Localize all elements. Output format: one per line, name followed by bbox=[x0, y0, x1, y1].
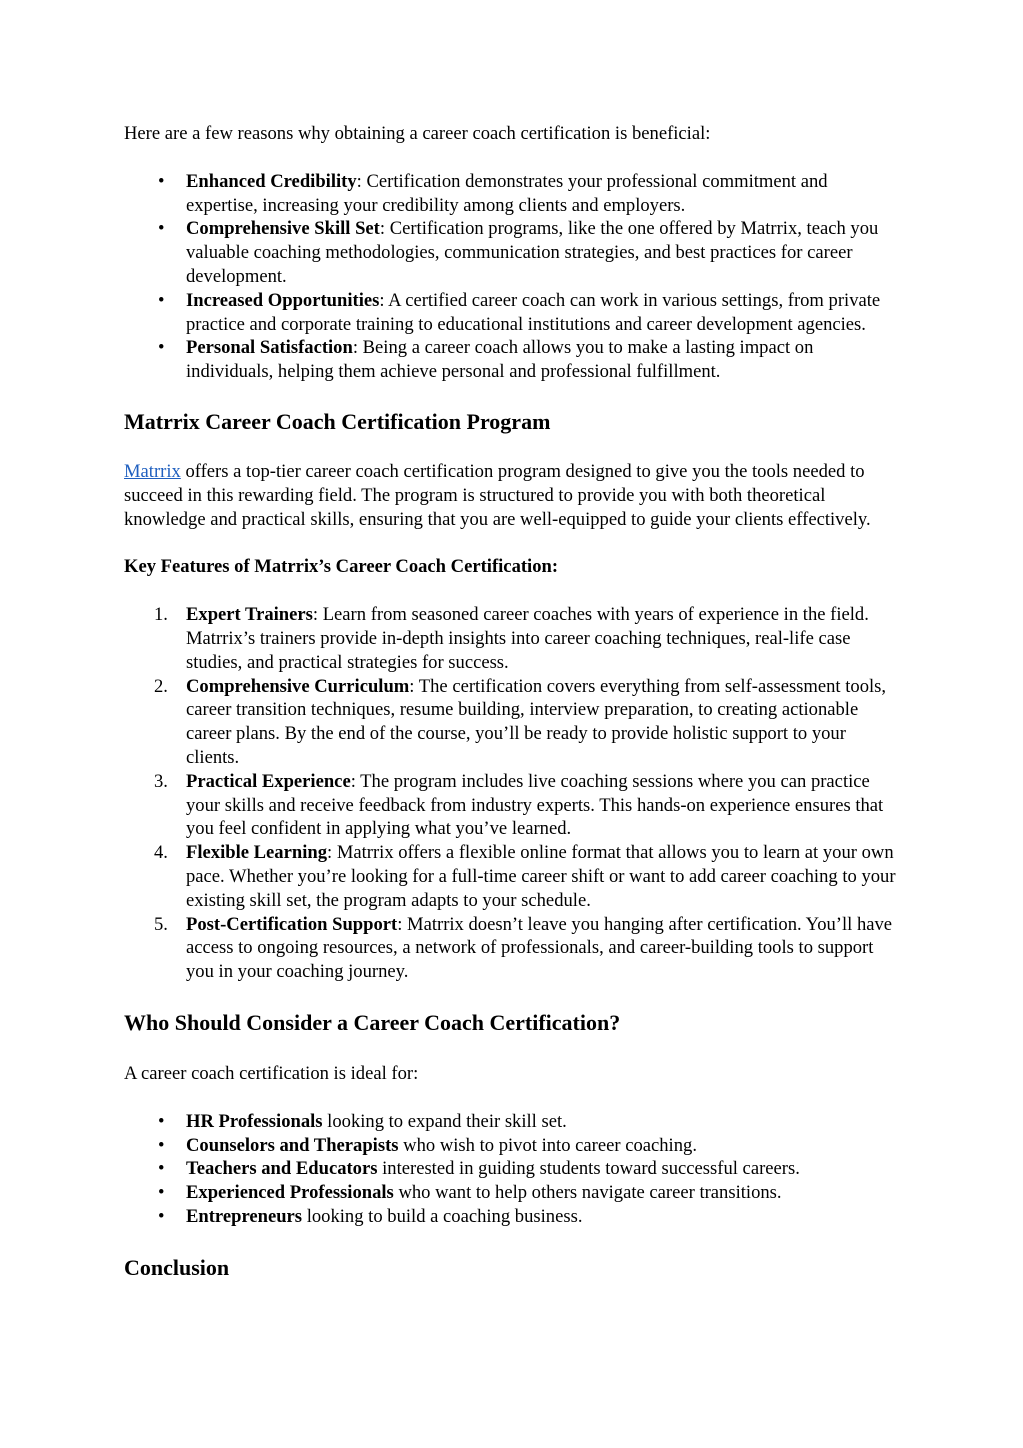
benefit-text: : A certified career coach can work in various settings, from private practice and corporate training to educational institutions and career development agencies. bbox=[186, 289, 881, 335]
list-number: 2. bbox=[154, 675, 168, 697]
list-item bbox=[124, 1110, 899, 1134]
benefit-title: Enhanced Credibility bbox=[186, 170, 357, 192]
features-list bbox=[124, 603, 899, 984]
feature-title: Post-Certification Support bbox=[186, 913, 398, 935]
program-text: offers a top-tier career coach certification program designed to give you the tools needed to succeed in this rewarding field. The program is structured to provide you with both theoretical knowledge and practical skills, ensuring that you are well-equipped to guide your clients effectively. bbox=[124, 460, 871, 530]
feature-title: Expert Trainers bbox=[186, 604, 313, 626]
feature-title: Practical Experience bbox=[186, 770, 351, 792]
audience-text: who wish to pivot into career coaching. bbox=[398, 1134, 697, 1156]
list-item bbox=[124, 170, 899, 218]
who-intro: A career coach certification is ideal for: bbox=[124, 1062, 419, 1084]
list-item bbox=[124, 770, 899, 841]
audience-text: looking to expand their skill set. bbox=[322, 1110, 567, 1132]
audience-title: Experienced Professionals bbox=[186, 1182, 394, 1204]
audience-title: Entrepreneurs bbox=[186, 1205, 303, 1227]
intro-paragraph: Here are a few reasons why obtaining a career coach certification is beneficial: bbox=[124, 123, 711, 144]
list-item bbox=[124, 1134, 899, 1158]
audience-text: looking to build a coaching business. bbox=[302, 1205, 583, 1227]
benefits-list bbox=[124, 170, 899, 384]
list-item bbox=[124, 675, 899, 770]
list-item bbox=[124, 289, 899, 337]
list-item bbox=[124, 913, 899, 984]
list-item bbox=[124, 1157, 899, 1181]
list-number: 4. bbox=[154, 842, 168, 864]
list-item bbox=[124, 217, 899, 288]
benefit-title: Personal Satisfaction bbox=[186, 337, 353, 359]
list-number: 3. bbox=[154, 770, 168, 792]
program-heading: Matrrix Career Coach Certification Program bbox=[124, 408, 551, 434]
benefit-title: Comprehensive Skill Set bbox=[186, 218, 380, 240]
list-item bbox=[124, 1205, 899, 1229]
list-item bbox=[124, 603, 899, 674]
audience-title: Teachers and Educators bbox=[186, 1158, 378, 1180]
program-paragraph bbox=[124, 460, 899, 531]
benefit-title: Increased Opportunities bbox=[186, 289, 380, 311]
features-heading: Key Features of Matrrix’s Career Coach Certification: bbox=[124, 556, 559, 578]
feature-text: : The program includes live coaching sessions where you can practice your skills and receive feedback from industry experts. This hands-on experience ensures that you feel confident in applying what you’ve learned. bbox=[186, 770, 884, 840]
list-item bbox=[124, 1181, 899, 1205]
document-page bbox=[124, 122, 899, 1282]
audience-title: HR Professionals bbox=[186, 1110, 323, 1132]
audience-list bbox=[124, 1110, 899, 1229]
feature-text: : Matrrix offers a flexible online format that allows you to learn at your own pace. Whether you’re looking for a full-time career shift or want to add career coaching to your existing skill set, the program adapts to your schedule. bbox=[186, 842, 896, 911]
feature-text: : Learn from seasoned career coaches with years of experience in the field. Matrrix’s trainers provide in-depth insights into career coaching techniques, real-life case studies, and practical strategies for success. bbox=[186, 604, 869, 673]
list-number: 5. bbox=[154, 913, 168, 935]
feature-title: Comprehensive Curriculum bbox=[186, 675, 410, 697]
benefit-text: : Being a career coach allows you to make a lasting impact on individuals, helping them achieve personal and professional fulfillment. bbox=[186, 337, 814, 383]
feature-text: : The certification covers everything from self-assessment tools, career transition techniques, resume building, interview preparation, to creating actionable career plans. By the end of the course, you’ll be ready to provide holistic support to your clients. bbox=[186, 675, 887, 768]
audience-text: who want to help others navigate career transitions. bbox=[393, 1182, 782, 1204]
matrrix-link[interactable]: Matrrix bbox=[124, 460, 181, 482]
audience-text: interested in guiding students toward successful careers. bbox=[377, 1158, 800, 1180]
benefit-text: : Certification programs, like the one offered by Matrrix, teach you valuable coaching methodologies, communication strategies, and best practices for career development. bbox=[186, 218, 879, 287]
list-item bbox=[124, 336, 899, 384]
who-heading: Who Should Consider a Career Coach Certification? bbox=[124, 1009, 621, 1035]
conclusion-heading: Conclusion bbox=[124, 1254, 230, 1280]
audience-title: Counselors and Therapists bbox=[186, 1134, 399, 1156]
list-item bbox=[124, 841, 899, 912]
feature-text: : Matrrix doesn’t leave you hanging after certification. You’ll have access to ongoing resources, a network of professionals, and career-building tools to support you in your coaching journey. bbox=[186, 913, 893, 983]
list-number: 1. bbox=[154, 604, 168, 626]
feature-title: Flexible Learning bbox=[186, 842, 327, 864]
benefit-text: : Certification demonstrates your professional commitment and expertise, increasing your credibility among clients and employers. bbox=[186, 170, 828, 216]
